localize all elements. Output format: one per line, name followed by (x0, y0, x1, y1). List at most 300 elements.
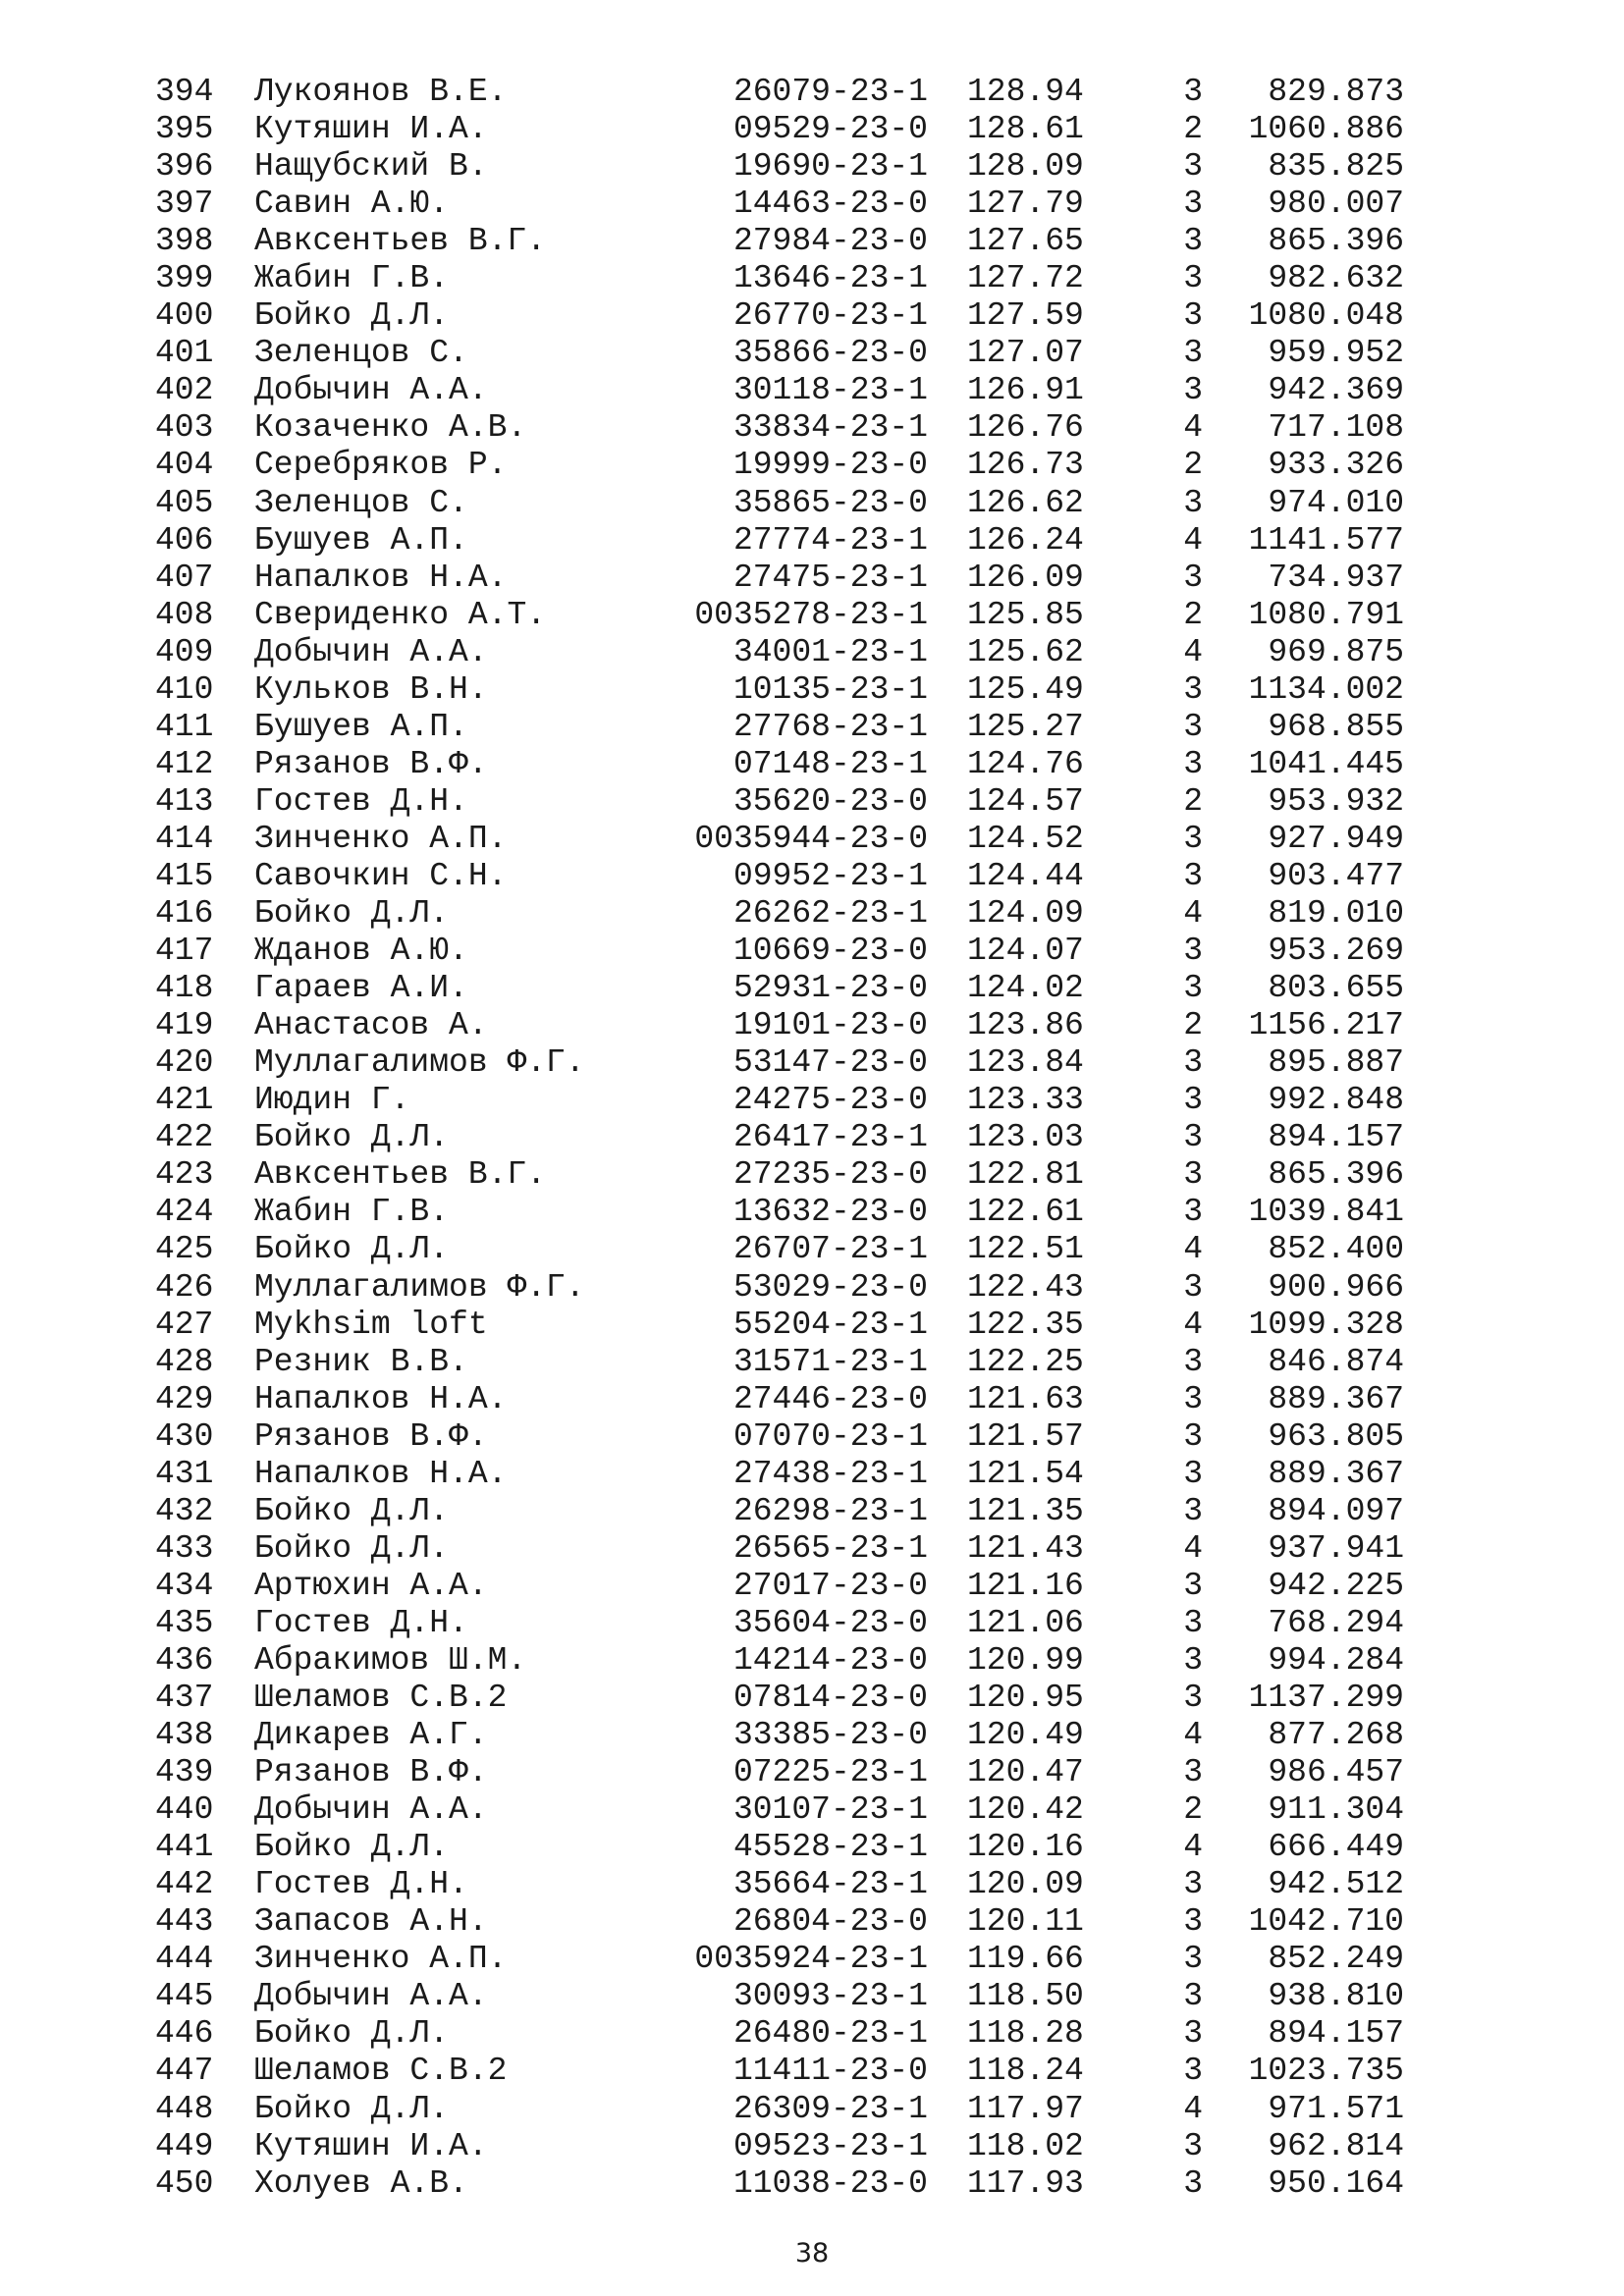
place-cell: 450 (155, 2164, 214, 2202)
table-row (0, 1754, 1624, 1791)
ring-number-cell: 09529-23-0 (732, 111, 928, 148)
place-cell: 411 (155, 708, 214, 745)
count-cell: 3 (1183, 1754, 1203, 1791)
distance-cell: 877.268 (1268, 1717, 1404, 1754)
count-cell: 3 (1183, 1492, 1203, 1529)
distance-cell: 903.477 (1268, 857, 1404, 894)
ring-number-cell: 26804-23-0 (732, 1903, 928, 1941)
distance-cell: 1099.328 (1248, 1306, 1404, 1343)
table-row (0, 2091, 1624, 2128)
distance-cell: 959.952 (1268, 335, 1404, 372)
speed-cell: 117.93 (967, 2164, 1084, 2202)
speed-cell: 126.09 (967, 559, 1084, 596)
ring-number-cell: 07814-23-0 (732, 1680, 928, 1717)
fancier-name-cell: Бойко Д.Л. (254, 2090, 450, 2127)
fancier-name-cell: Козаченко А.В. (254, 409, 527, 447)
speed-cell: 123.33 (967, 1082, 1084, 1119)
speed-cell: 118.24 (967, 2053, 1084, 2090)
place-cell: 408 (155, 596, 214, 633)
place-cell: 438 (155, 1717, 214, 1754)
ring-number-cell: 45528-23-1 (732, 1829, 928, 1866)
ring-number-cell: 07225-23-1 (732, 1754, 928, 1791)
speed-cell: 125.27 (967, 708, 1084, 745)
ring-number-cell: 26298-23-1 (732, 1492, 928, 1529)
table-row (0, 485, 1624, 522)
ring-number-cell: 26707-23-1 (732, 1231, 928, 1268)
count-cell: 3 (1183, 1455, 1203, 1492)
place-cell: 400 (155, 297, 214, 335)
speed-cell: 124.07 (967, 933, 1084, 970)
count-cell: 4 (1183, 633, 1203, 670)
fancier-name-cell: Шеламов С.В.2 (254, 1680, 508, 1717)
count-cell: 3 (1183, 186, 1203, 223)
fancier-name-cell: Напалков Н.А. (254, 559, 508, 596)
ring-number-cell: 35865-23-0 (732, 484, 928, 521)
distance-cell: 938.810 (1268, 1978, 1404, 2015)
count-cell: 3 (1183, 1680, 1203, 1717)
fancier-name-cell: Зеленцов С. (254, 335, 468, 372)
place-cell: 434 (155, 1567, 214, 1604)
fancier-name-cell: Бойко Д.Л. (254, 1829, 450, 1866)
speed-cell: 122.61 (967, 1194, 1084, 1231)
distance-cell: 992.848 (1268, 1082, 1404, 1119)
distance-cell: 900.966 (1268, 1268, 1404, 1306)
ring-number-cell: 11038-23-0 (732, 2164, 928, 2202)
table-row (0, 223, 1624, 260)
place-cell: 433 (155, 1529, 214, 1567)
speed-cell: 122.81 (967, 1156, 1084, 1194)
count-cell: 4 (1183, 521, 1203, 559)
speed-cell: 124.09 (967, 895, 1084, 933)
ring-number-cell: 26565-23-1 (732, 1529, 928, 1567)
place-cell: 441 (155, 1829, 214, 1866)
distance-cell: 846.874 (1268, 1343, 1404, 1380)
distance-cell: 1060.886 (1248, 111, 1404, 148)
speed-cell: 122.43 (967, 1268, 1084, 1306)
table-row (0, 2165, 1624, 2203)
count-cell: 3 (1183, 1941, 1203, 1978)
place-cell: 412 (155, 745, 214, 782)
fancier-name-cell: Свериденко А.Т. (254, 596, 547, 633)
count-cell: 3 (1183, 970, 1203, 1007)
place-cell: 398 (155, 223, 214, 260)
count-cell: 3 (1183, 1978, 1203, 2015)
place-cell: 416 (155, 895, 214, 933)
distance-cell: 768.294 (1268, 1604, 1404, 1641)
ring-number-cell: 27446-23-0 (732, 1380, 928, 1417)
distance-cell: 933.326 (1268, 447, 1404, 484)
table-row (0, 1680, 1624, 1717)
place-cell: 415 (155, 857, 214, 894)
distance-cell: 1023.735 (1248, 2053, 1404, 2090)
table-row (0, 1194, 1624, 1231)
table-row (0, 1568, 1624, 1605)
count-cell: 3 (1183, 559, 1203, 596)
ring-number-cell: 27774-23-1 (732, 521, 928, 559)
fancier-name-cell: Авксентьев В.Г. (254, 1156, 547, 1194)
count-cell: 3 (1183, 223, 1203, 260)
distance-cell: 911.304 (1268, 1791, 1404, 1829)
count-cell: 3 (1183, 74, 1203, 110)
distance-cell: 717.108 (1268, 409, 1404, 447)
distance-cell: 852.400 (1268, 1231, 1404, 1268)
distance-cell: 953.269 (1268, 933, 1404, 970)
distance-cell: 963.805 (1268, 1417, 1404, 1455)
count-cell: 3 (1183, 708, 1203, 745)
speed-cell: 128.61 (967, 111, 1084, 148)
count-cell: 4 (1183, 1529, 1203, 1567)
distance-cell: 1039.841 (1248, 1194, 1404, 1231)
speed-cell: 121.63 (967, 1380, 1084, 1417)
count-cell: 3 (1183, 260, 1203, 297)
distance-cell: 974.010 (1268, 484, 1404, 521)
place-cell: 404 (155, 447, 214, 484)
speed-cell: 124.52 (967, 820, 1084, 857)
fancier-name-cell: Июдин Г. (254, 1082, 410, 1119)
place-cell: 422 (155, 1119, 214, 1156)
place-cell: 445 (155, 1978, 214, 2015)
count-cell: 2 (1183, 111, 1203, 148)
ring-number-cell: 35866-23-0 (732, 335, 928, 372)
distance-cell: 962.814 (1268, 2127, 1404, 2164)
distance-cell: 942.225 (1268, 1567, 1404, 1604)
speed-cell: 123.86 (967, 1007, 1084, 1044)
table-row (0, 2128, 1624, 2165)
fancier-name-cell: Бойко Д.Л. (254, 895, 450, 933)
ring-number-cell: 33834-23-1 (732, 409, 928, 447)
speed-cell: 121.06 (967, 1604, 1084, 1641)
place-cell: 432 (155, 1492, 214, 1529)
place-cell: 437 (155, 1680, 214, 1717)
speed-cell: 122.25 (967, 1343, 1084, 1380)
speed-cell: 124.57 (967, 782, 1084, 820)
table-row (0, 2053, 1624, 2090)
fancier-name-cell: Бойко Д.Л. (254, 1119, 450, 1156)
speed-cell: 119.66 (967, 1941, 1084, 1978)
table-row (0, 1829, 1624, 1866)
distance-cell: 927.949 (1268, 820, 1404, 857)
distance-cell: 994.284 (1268, 1641, 1404, 1679)
table-row (0, 1007, 1624, 1044)
fancier-name-cell: Дикарев А.Г. (254, 1717, 488, 1754)
fancier-name-cell: Бойко Д.Л. (254, 2015, 450, 2053)
fancier-name-cell: Добычин А.А. (254, 372, 488, 409)
ring-number-cell: 19101-23-0 (732, 1007, 928, 1044)
place-cell: 419 (155, 1007, 214, 1044)
speed-cell: 127.72 (967, 260, 1084, 297)
count-cell: 3 (1183, 1044, 1203, 1082)
place-cell: 402 (155, 372, 214, 409)
table-row (0, 522, 1624, 560)
table-row (0, 2015, 1624, 2053)
count-cell: 2 (1183, 447, 1203, 484)
count-cell: 3 (1183, 745, 1203, 782)
table-row (0, 74, 1624, 111)
count-cell: 3 (1183, 1380, 1203, 1417)
speed-cell: 120.95 (967, 1680, 1084, 1717)
count-cell: 4 (1183, 895, 1203, 933)
speed-cell: 120.09 (967, 1866, 1084, 1903)
place-cell: 443 (155, 1903, 214, 1941)
fancier-name-cell: Добычин А.А. (254, 1978, 488, 2015)
count-cell: 4 (1183, 1306, 1203, 1343)
ring-number-cell: 0035924-23-1 (694, 1941, 928, 1978)
distance-cell: 982.632 (1268, 260, 1404, 297)
speed-cell: 123.84 (967, 1044, 1084, 1082)
distance-cell: 852.249 (1268, 1941, 1404, 1978)
place-cell: 409 (155, 633, 214, 670)
table-row (0, 970, 1624, 1007)
place-cell: 423 (155, 1156, 214, 1194)
fancier-name-cell: Бойко Д.Л. (254, 1231, 450, 1268)
speed-cell: 118.50 (967, 1978, 1084, 2015)
speed-cell: 126.73 (967, 447, 1084, 484)
table-row (0, 597, 1624, 634)
place-cell: 406 (155, 521, 214, 559)
table-row (0, 372, 1624, 409)
count-cell: 3 (1183, 2164, 1203, 2202)
count-cell: 3 (1183, 372, 1203, 409)
speed-cell: 125.85 (967, 596, 1084, 633)
table-row (0, 783, 1624, 821)
ring-number-cell: 14463-23-0 (732, 186, 928, 223)
distance-cell: 1156.217 (1248, 1007, 1404, 1044)
place-cell: 425 (155, 1231, 214, 1268)
place-cell: 446 (155, 2015, 214, 2053)
distance-cell: 1042.710 (1248, 1903, 1404, 1941)
fancier-name-cell: Mykhsim loft (254, 1306, 488, 1343)
table-row (0, 1119, 1624, 1156)
speed-cell: 124.76 (967, 745, 1084, 782)
speed-cell: 126.62 (967, 484, 1084, 521)
fancier-name-cell: Бушуев А.П. (254, 521, 468, 559)
fancier-name-cell: Жабин Г.В. (254, 1194, 450, 1231)
ring-number-cell: 19999-23-0 (732, 447, 928, 484)
fancier-name-cell: Напалков Н.А. (254, 1455, 508, 1492)
count-cell: 3 (1183, 1156, 1203, 1194)
table-row (0, 148, 1624, 186)
ring-number-cell: 14214-23-0 (732, 1641, 928, 1679)
fancier-name-cell: Добычин А.А. (254, 1791, 488, 1829)
speed-cell: 118.02 (967, 2127, 1084, 2164)
ring-number-cell: 26309-23-1 (732, 2090, 928, 2127)
ring-number-cell: 26262-23-1 (732, 895, 928, 933)
speed-cell: 127.07 (967, 335, 1084, 372)
table-row (0, 1493, 1624, 1530)
table-row (0, 634, 1624, 671)
distance-cell: 950.164 (1268, 2164, 1404, 2202)
count-cell: 3 (1183, 148, 1203, 186)
distance-cell: 829.873 (1268, 74, 1404, 110)
table-row (0, 1344, 1624, 1381)
ring-number-cell: 11411-23-0 (732, 2053, 928, 2090)
ring-number-cell: 55204-23-1 (732, 1306, 928, 1343)
distance-cell: 666.449 (1268, 1829, 1404, 1866)
ring-number-cell: 30107-23-1 (732, 1791, 928, 1829)
count-cell: 3 (1183, 933, 1203, 970)
table-row (0, 1903, 1624, 1941)
count-cell: 3 (1183, 1417, 1203, 1455)
speed-cell: 128.94 (967, 74, 1084, 110)
ring-number-cell: 35604-23-0 (732, 1604, 928, 1641)
table-row (0, 709, 1624, 746)
table-row (0, 1418, 1624, 1456)
distance-cell: 889.367 (1268, 1380, 1404, 1417)
place-cell: 435 (155, 1604, 214, 1641)
table-row (0, 821, 1624, 858)
speed-cell: 120.49 (967, 1717, 1084, 1754)
speed-cell: 121.54 (967, 1455, 1084, 1492)
ring-number-cell: 30118-23-1 (732, 372, 928, 409)
speed-cell: 121.57 (967, 1417, 1084, 1455)
place-cell: 448 (155, 2090, 214, 2127)
speed-cell: 121.35 (967, 1492, 1084, 1529)
place-cell: 429 (155, 1380, 214, 1417)
count-cell: 3 (1183, 1194, 1203, 1231)
count-cell: 2 (1183, 1007, 1203, 1044)
place-cell: 405 (155, 484, 214, 521)
fancier-name-cell: Кутяшин И.А. (254, 111, 488, 148)
count-cell: 3 (1183, 1082, 1203, 1119)
fancier-name-cell: Авксентьев В.Г. (254, 223, 547, 260)
table-row (0, 409, 1624, 447)
distance-cell: 895.887 (1268, 1044, 1404, 1082)
table-row (0, 111, 1624, 148)
table-row (0, 1269, 1624, 1307)
place-cell: 427 (155, 1306, 214, 1343)
speed-cell: 127.59 (967, 297, 1084, 335)
ring-number-cell: 13646-23-1 (732, 260, 928, 297)
ring-number-cell: 07148-23-1 (732, 745, 928, 782)
ring-number-cell: 24275-23-0 (732, 1082, 928, 1119)
table-row (0, 671, 1624, 709)
speed-cell: 124.44 (967, 857, 1084, 894)
place-cell: 447 (155, 2053, 214, 2090)
ring-number-cell: 26079-23-1 (732, 74, 928, 110)
place-cell: 410 (155, 670, 214, 708)
ring-number-cell: 30093-23-1 (732, 1978, 928, 2015)
fancier-name-cell: Бушуев А.П. (254, 708, 468, 745)
ring-number-cell: 07070-23-1 (732, 1417, 928, 1455)
fancier-name-cell: Жданов А.Ю. (254, 933, 468, 970)
count-cell: 3 (1183, 1903, 1203, 1941)
ring-number-cell: 35664-23-1 (732, 1866, 928, 1903)
count-cell: 3 (1183, 2127, 1203, 2164)
place-cell: 449 (155, 2127, 214, 2164)
place-cell: 417 (155, 933, 214, 970)
speed-cell: 122.51 (967, 1231, 1084, 1268)
table-row (0, 1456, 1624, 1493)
count-cell: 4 (1183, 1231, 1203, 1268)
ring-number-cell: 35620-23-0 (732, 782, 928, 820)
fancier-name-cell: Запасов А.Н. (254, 1903, 488, 1941)
fancier-name-cell: Гостев Д.Н. (254, 782, 468, 820)
ring-number-cell: 52931-23-0 (732, 970, 928, 1007)
place-cell: 401 (155, 335, 214, 372)
table-row (0, 1082, 1624, 1119)
ring-number-cell: 31571-23-1 (732, 1343, 928, 1380)
speed-cell: 120.42 (967, 1791, 1084, 1829)
count-cell: 3 (1183, 2053, 1203, 2090)
table-row (0, 933, 1624, 970)
speed-cell: 123.03 (967, 1119, 1084, 1156)
fancier-name-cell: Кульков В.Н. (254, 670, 488, 708)
speed-cell: 125.62 (967, 633, 1084, 670)
ring-number-cell: 0035278-23-1 (694, 596, 928, 633)
distance-cell: 894.097 (1268, 1492, 1404, 1529)
ring-number-cell: 27438-23-1 (732, 1455, 928, 1492)
ring-number-cell: 27017-23-0 (732, 1567, 928, 1604)
speed-cell: 127.65 (967, 223, 1084, 260)
count-cell: 2 (1183, 782, 1203, 820)
place-cell: 442 (155, 1866, 214, 1903)
speed-cell: 127.79 (967, 186, 1084, 223)
distance-cell: 986.457 (1268, 1754, 1404, 1791)
distance-cell: 1080.791 (1248, 596, 1404, 633)
distance-cell: 968.855 (1268, 708, 1404, 745)
table-row (0, 1530, 1624, 1568)
ring-number-cell: 27768-23-1 (732, 708, 928, 745)
fancier-name-cell: Гостев Д.Н. (254, 1866, 468, 1903)
speed-cell: 126.24 (967, 521, 1084, 559)
distance-cell: 1134.002 (1248, 670, 1404, 708)
ring-number-cell: 27235-23-0 (732, 1156, 928, 1194)
distance-cell: 894.157 (1268, 1119, 1404, 1156)
place-cell: 396 (155, 148, 214, 186)
table-row (0, 1381, 1624, 1418)
distance-cell: 942.512 (1268, 1866, 1404, 1903)
fancier-name-cell: Муллагалимов Ф.Г. (254, 1044, 585, 1082)
place-cell: 430 (155, 1417, 214, 1455)
fancier-name-cell: Бойко Д.Л. (254, 1529, 450, 1567)
speed-cell: 120.99 (967, 1641, 1084, 1679)
count-cell: 3 (1183, 1866, 1203, 1903)
ring-number-cell: 10135-23-1 (732, 670, 928, 708)
count-cell: 3 (1183, 1268, 1203, 1306)
table-row (0, 1978, 1624, 2015)
table-row (0, 1717, 1624, 1754)
table-row (0, 447, 1624, 484)
count-cell: 3 (1183, 670, 1203, 708)
place-cell: 399 (155, 260, 214, 297)
ring-number-cell: 13632-23-0 (732, 1194, 928, 1231)
count-cell: 4 (1183, 409, 1203, 447)
distance-cell: 894.157 (1268, 2015, 1404, 2053)
fancier-name-cell: Добычин А.А. (254, 633, 488, 670)
place-cell: 426 (155, 1268, 214, 1306)
fancier-name-cell: Резник В.В. (254, 1343, 468, 1380)
place-cell: 418 (155, 970, 214, 1007)
count-cell: 2 (1183, 596, 1203, 633)
speed-cell: 120.11 (967, 1903, 1084, 1941)
ring-number-cell: 19690-23-1 (732, 148, 928, 186)
place-cell: 403 (155, 409, 214, 447)
count-cell: 3 (1183, 335, 1203, 372)
ring-number-cell: 26417-23-1 (732, 1119, 928, 1156)
table-row (0, 1941, 1624, 1978)
count-cell: 3 (1183, 1119, 1203, 1156)
page-number: 38 (794, 2238, 830, 2269)
count-cell: 3 (1183, 1567, 1203, 1604)
speed-cell: 121.16 (967, 1567, 1084, 1604)
fancier-name-cell: Гараев А.И. (254, 970, 468, 1007)
fancier-name-cell: Лукоянов В.Е. (254, 74, 508, 110)
table-row (0, 1307, 1624, 1344)
speed-cell: 128.09 (967, 148, 1084, 186)
distance-cell: 889.367 (1268, 1455, 1404, 1492)
distance-cell: 953.932 (1268, 782, 1404, 820)
distance-cell: 969.875 (1268, 633, 1404, 670)
